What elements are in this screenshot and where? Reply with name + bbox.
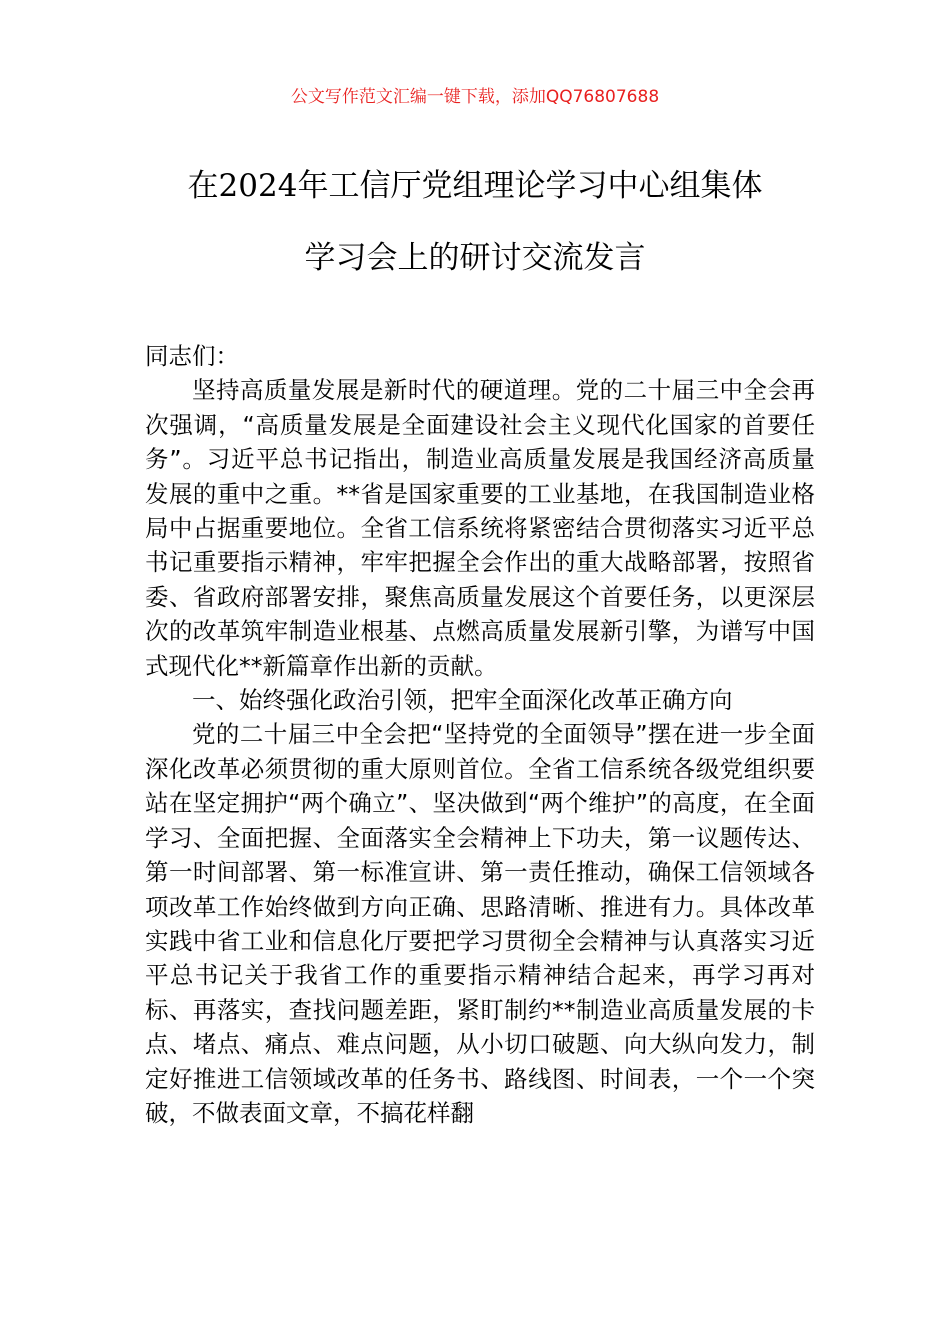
document-title (120, 150, 830, 294)
document-title-line-2: 学习会上的研讨交流发言 (304, 240, 646, 276)
paragraph-section-1: 党的二十届三中全会把“坚持党的全面领导”摆在进一步全面深化改革必须贯彻的重大原则首位。全省工信系统各级党组织要站在坚定拥护“两个确立”、坚决做到“两个维护”的高度，在全面学习、全面把握、全面落实全会精神上下功夫，第一议题传达、第一时间部署、第一标准宣讲、第一责任推动，确保工信领域各项改革工作始终做到方向正确、思路清晰、推进有力。具体改革实践中省工业和信息化厅要把学习贯彻全会精神与认真落实习近平总书记关于我省工作的重要指示精神结合起来，再学习再对标、再落实，查找问题差距，紧盯制约**制造业高质量发展的卡点、堵点、痛点、难点问题，从小切口破题、向大纵向发力，制定好推进工信领域改革的任务书、路线图、时间表，一个一个突破，不做表面文章，不搞花样翻 (145, 720, 815, 1127)
document-body (145, 339, 815, 1130)
salutation: 同志们： (145, 342, 239, 370)
promo-header-text: 公文写作范文汇编一键下载，添加QQ76807688 (290, 87, 660, 107)
document-title-line-1: 在2024年工信厅党组理论学习中心组集体 (187, 168, 763, 204)
section-heading-1: 一、始终强化政治引领，把牢全面深化改革正确方向 (192, 686, 733, 715)
paragraph-intro: 坚持高质量发展是新时代的硬道理。党的二十届三中全会再次强调，“高质量发展是全面建设社会主义现代化国家的首要任务”。习近平总书记指出，制造业高质量发展是我国经济高质量发展的重中之重。**省是国家重要的工业基地，在我国制造业格局中占据重要地位。全省工信系统将紧密结合贯彻落实习近平总书记重要指示精神，牢牢把握全会作出的重大战略部署，按照省委、省政府部署安排，聚焦高质量发展这个首要任务，以更深层次的改革筑牢制造业根基、点燃高质量发展新引擎，为谱写中国式现代化**新篇章作出新的贡献。 (145, 376, 815, 680)
